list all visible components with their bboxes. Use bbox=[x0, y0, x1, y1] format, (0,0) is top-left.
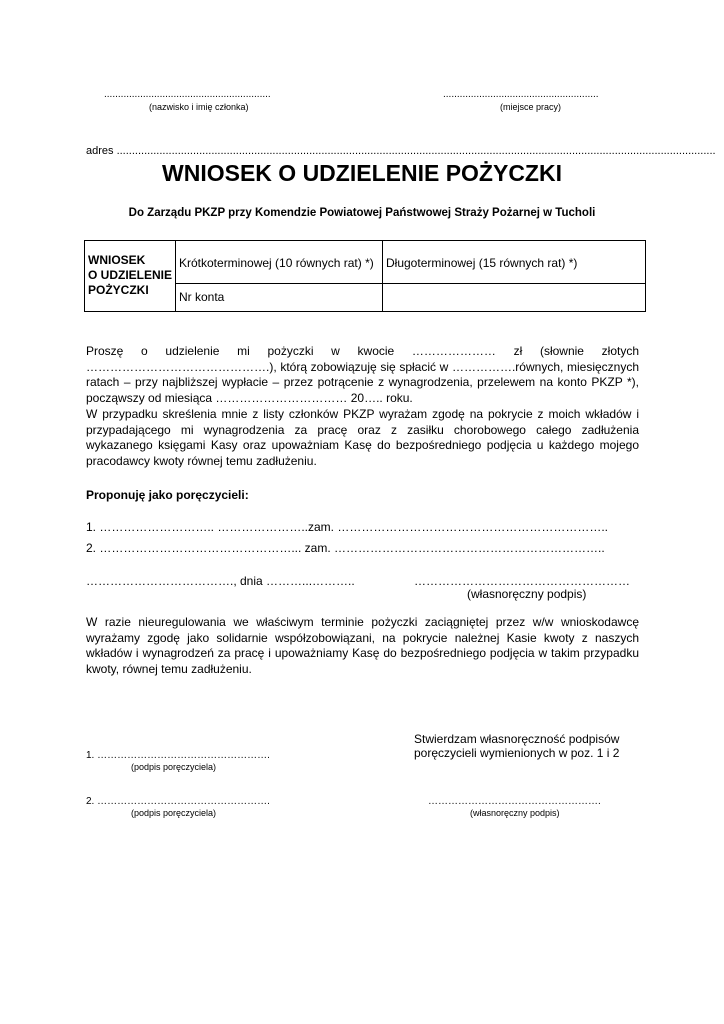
short-term-option[interactable]: Krótkoterminowej (10 równych rat) *) bbox=[176, 241, 383, 284]
member-name-field[interactable]: ............................................................ bbox=[104, 89, 271, 100]
loan-request-paragraph: Proszę o udzielenie mi pożyczki w kwocie ………………… zł (słownie złotych ……………………………………….), którą zobowiązuję się spłacić w …………….równych, miesięcznych ratach – przy najbliższej wypłacie – przez potrącenie z wynagrodzenia, przelewem na konto PKZP *), począwszy od miesiąca …………………………… 20….. roku. bbox=[86, 344, 639, 405]
page-title: WNIOSEK O UDZIELENIE POŻYCZKI bbox=[162, 160, 562, 186]
guarantor-line-1[interactable]: 1. ……………………….. …………………..zam. ………………………………………………………….. bbox=[86, 520, 609, 534]
account-label: Nr konta bbox=[176, 284, 383, 312]
long-term-option[interactable]: Długoterminowej (15 równych rat) *) bbox=[383, 241, 646, 284]
guarantor-1-signature-caption: (podpis poręczyciela) bbox=[131, 762, 217, 772]
applicant-signature-caption: (własnoręczny podpis) bbox=[467, 587, 587, 601]
addressee-subtitle: Do Zarządu PKZP przy Komendzie Powiatowej Państwowej Straży Pożarnej w Tucholi bbox=[128, 207, 596, 219]
applicant-signature-field[interactable]: ……………………………………………… bbox=[414, 574, 630, 588]
guarantor-2-signature-field[interactable]: 2. ……………………………………………. bbox=[86, 796, 270, 807]
guarantors-heading: Proponuję jako poręczycieli: bbox=[86, 488, 249, 502]
address-field[interactable]: adres .................................................................................................................................................................................................... bbox=[86, 145, 716, 157]
workplace-field[interactable]: ........................................................ bbox=[443, 89, 599, 100]
place-date-field[interactable]: ………………………………., dnia ………...……….. bbox=[86, 574, 355, 588]
confirmation-text-line-2: poręczycieli wymienionych w poz. 1 i 2 bbox=[414, 746, 620, 760]
workplace-caption: (miejsce pracy) bbox=[500, 102, 562, 112]
confirmation-text-line-1: Stwierdzam własnoręczność podpisów bbox=[414, 732, 620, 746]
guarantor-1-signature-field[interactable]: 1. ……………………………………………. bbox=[86, 750, 270, 761]
member-name-caption: (nazwisko i imię członka) bbox=[149, 102, 249, 112]
confirmation-signature-caption: (własnoręczny podpis) bbox=[470, 808, 560, 818]
table-head-cell: WNIOSEK O UDZIELENIE POŻYCZKI bbox=[85, 241, 176, 312]
confirmation-signature-field[interactable]: ……………………………………………. bbox=[428, 796, 601, 807]
loan-type-table bbox=[84, 240, 646, 312]
guarantor-line-2[interactable]: 2. …………………………………………... zam. ………………………………………………………….. bbox=[86, 541, 605, 555]
joint-liability-paragraph: W razie nieuregulowania we właściwym terminie pożyczki zaciągniętej przez w/w wnioskodawcę wyrażamy zgodę jako solidarnie współzobowiązani, na pokrycie należnej Kasie kwoty z naszych wkładów i wynagrodzeń za pracę i upoważniamy Kasę do bezpośredniego podjęcia w takim przypadku kwoty, równej temu zadłużeniu. bbox=[86, 615, 639, 676]
consent-paragraph: W przypadku skreślenia mnie z listy członków PKZP wyrażam zgodę na pokrycie z moich wkładów i przypadającego mi wynagrodzenia za pracę oraz z zasiłku chorobowego całego zadłużenia wykazanego księgami Kasy oraz upoważniam Kasę do bezpośredniego podjęcia u każdego mojego pracodawcy kwoty równej temu zadłużeniu. bbox=[86, 407, 639, 468]
account-number-field[interactable] bbox=[383, 284, 646, 312]
guarantor-2-signature-caption: (podpis poręczyciela) bbox=[131, 808, 217, 818]
